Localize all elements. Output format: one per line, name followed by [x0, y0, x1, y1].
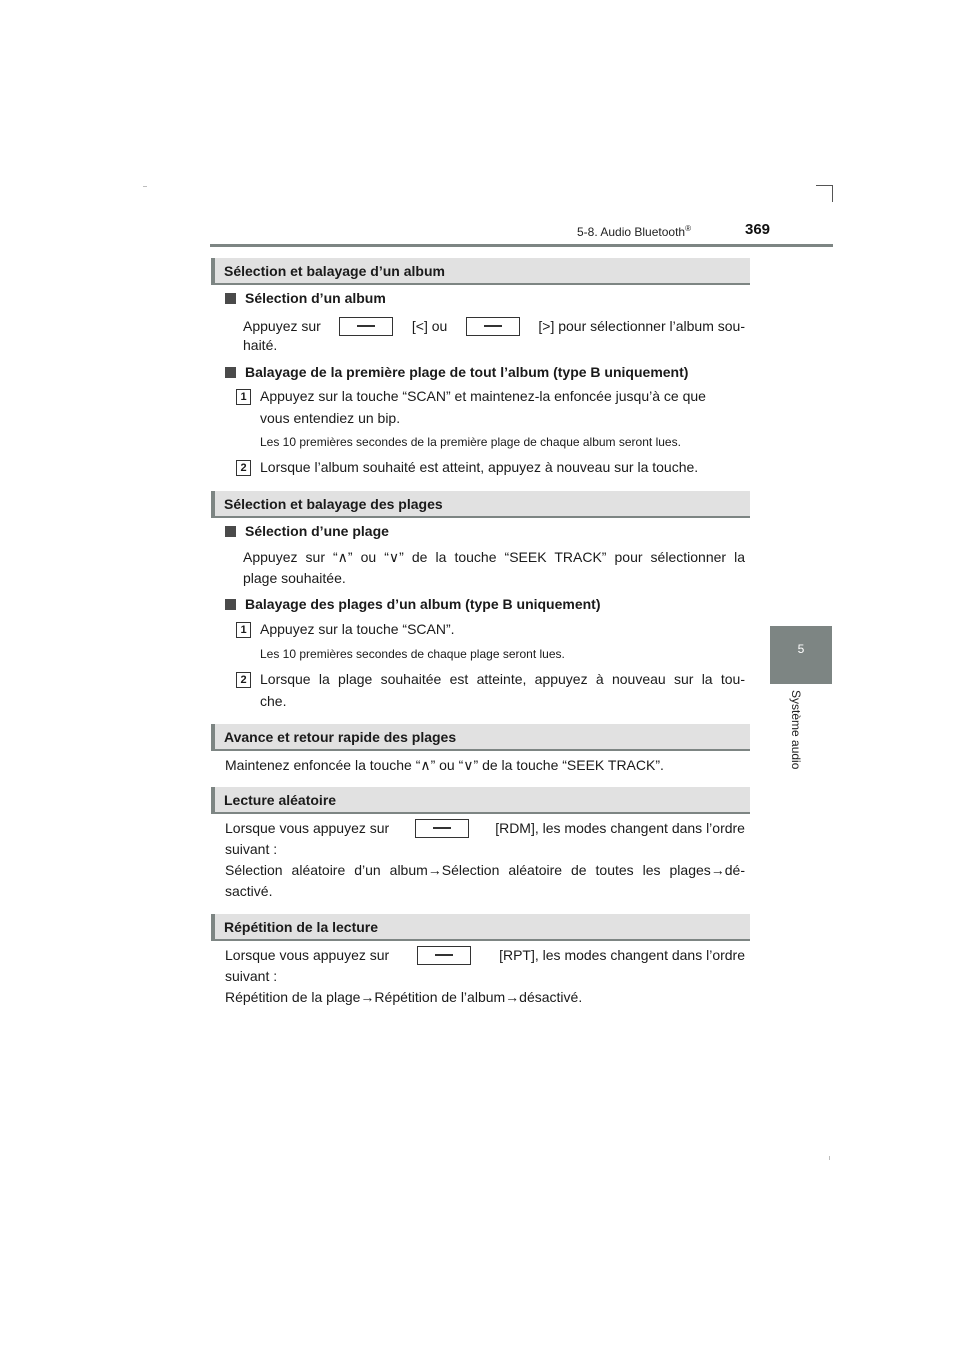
section-heading-tracks [211, 491, 750, 518]
paragraph-random [225, 817, 745, 839]
paragraph-repeat [225, 944, 745, 966]
step-text: che. [260, 693, 287, 709]
section-accent [211, 724, 215, 751]
chapter-tab [770, 626, 832, 684]
section-title: Avance et retour rapide des plages [224, 729, 457, 745]
section-title: Lecture aléatoire [224, 792, 337, 808]
square-bullet-icon [225, 293, 236, 304]
paragraph-line: suivant : [225, 968, 278, 984]
chapter-tab-number: 5 [797, 642, 805, 656]
section-title: Sélection et balayage des plages [224, 496, 443, 512]
step-text: vous entendiez un bip. [260, 410, 401, 426]
text-span: [RPT], les modes changent dans l’ordre [499, 947, 745, 963]
section-accent [211, 491, 215, 518]
subheading-scan-tracks [225, 596, 601, 612]
subheading-select-album [225, 290, 386, 306]
chapter-tab-text: Système audio [789, 690, 803, 770]
step-number-badge: 2 [236, 460, 251, 476]
chapter-title [577, 224, 691, 239]
crop-mark [143, 186, 147, 187]
paragraph-line: Appuyez sur “∧” ou “∨” de la touche “SEEK TRACK” pour sélectionner la [243, 549, 745, 565]
text-span: [>] pour sélectionner l’album sou- [538, 318, 745, 334]
step-text: Lorsque l’album souhaité est atteint, appuyez à nouveau sur la touche. [260, 459, 699, 475]
paragraph-line: sactivé. [225, 883, 273, 899]
section-heading-fast [211, 724, 750, 751]
registered-mark: ® [685, 224, 691, 233]
section-title: Répétition de la lecture [224, 919, 379, 935]
paragraph-line: suivant : [225, 841, 278, 857]
paragraph-select-album [243, 315, 745, 337]
crop-mark [816, 185, 833, 186]
chapter-label: 5-8. Audio Bluetooth [577, 225, 686, 239]
text-span: Appuyez sur [243, 318, 321, 334]
step-text: Appuyez sur la touche “SCAN”. [260, 621, 455, 637]
subheading-scan-album [225, 364, 688, 380]
paragraph-line: Répétition de la plage→Répétition de l’album→désactivé. [225, 989, 583, 1005]
step-number-badge: 1 [236, 389, 251, 405]
section-accent [211, 787, 215, 814]
paragraph-line: Maintenez enfoncée la touche “∧” ou “∨” de la touche “SEEK TRACK”. [225, 757, 664, 773]
square-bullet-icon [225, 367, 236, 378]
chapter-tab-label [790, 690, 804, 810]
step-text: Lorsque la plage souhaitée est atteinte, appuyez à nouveau sur la tou- [260, 671, 745, 687]
paragraph-line: plage souhaitée. [243, 570, 346, 586]
step-text: Appuyez sur la touche “SCAN” et maintenez-la enfoncée jusqu’à ce que [260, 388, 706, 404]
page-number: 369 [745, 221, 771, 238]
text-span: [<] ou [411, 318, 448, 334]
header-rule [210, 244, 833, 247]
subheading-text: Balayage des plages d’un album (type B uniquement) [245, 596, 601, 612]
text-span: Lorsque vous appuyez sur [225, 820, 390, 836]
subheading-text: Sélection d’un album [245, 290, 386, 306]
text-span: Lorsque vous appuyez sur [225, 947, 390, 963]
step-note: Les 10 premières secondes de la première plage de chaque album seront lues. [260, 435, 681, 449]
square-bullet-icon [225, 599, 236, 610]
crop-mark [829, 1156, 830, 1160]
step-number-badge: 1 [236, 622, 251, 638]
paragraph-line: haité. [243, 337, 278, 353]
step-note: Les 10 premières secondes de chaque plage seront lues. [260, 647, 565, 661]
rpt-button-icon [417, 946, 471, 965]
section-heading-album [211, 258, 750, 285]
section-accent [211, 258, 215, 285]
square-bullet-icon [225, 526, 236, 537]
text-span: [RDM], les modes changent dans l’ordre [495, 820, 745, 836]
previous-button-icon [339, 317, 393, 336]
section-heading-repeat [211, 914, 750, 941]
section-accent [211, 914, 215, 941]
section-heading-random [211, 787, 750, 814]
section-title: Sélection et balayage d’un album [224, 263, 445, 279]
paragraph-line: Sélection aléatoire d’un album→Sélection aléatoire de toutes les plages→dé- [225, 862, 745, 878]
next-button-icon [466, 317, 520, 336]
crop-mark [832, 185, 833, 202]
rdm-button-icon [415, 819, 469, 838]
subheading-select-track [225, 523, 389, 539]
subheading-text: Sélection d’une plage [245, 523, 389, 539]
subheading-text: Balayage de la première plage de tout l’album (type B uniquement) [245, 364, 689, 380]
step-number-badge: 2 [236, 672, 251, 688]
